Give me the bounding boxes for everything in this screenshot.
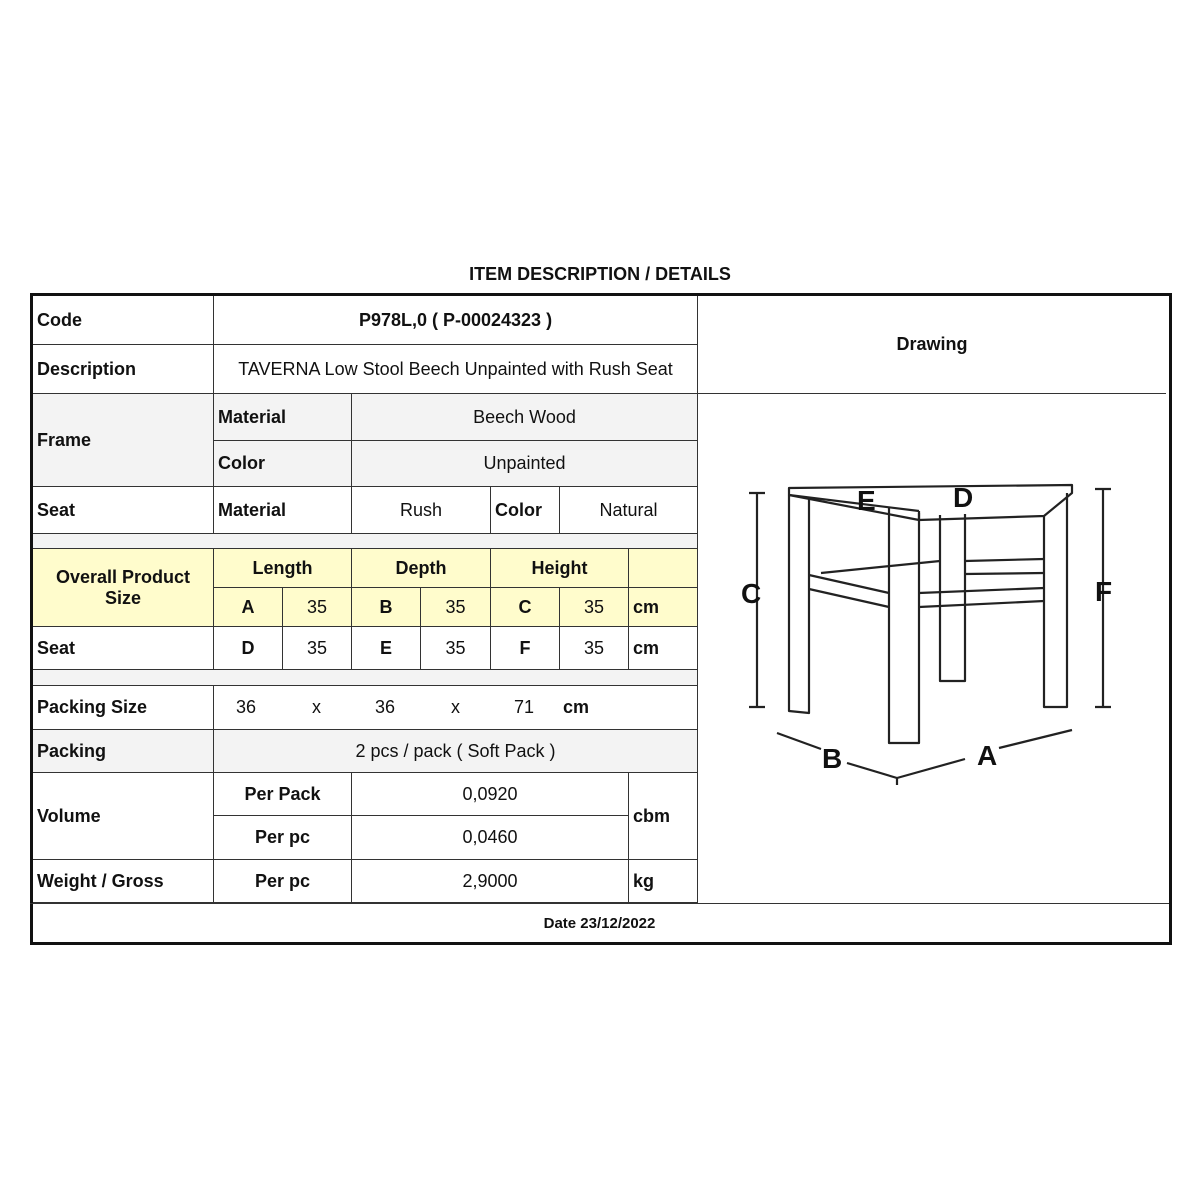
depth-label: Depth [352, 549, 491, 588]
spacer-row [33, 534, 698, 549]
label-b: B [822, 743, 843, 774]
dim-c-value: 35 [560, 588, 629, 627]
seat-top-outline [789, 485, 1072, 520]
packing-size-values [214, 686, 698, 730]
description-value: TAVERNA Low Stool Beech Unpainted with Rush Seat [214, 345, 698, 394]
label-d: D [953, 482, 974, 513]
leg-front-center [889, 507, 919, 743]
length-label: Length [214, 549, 352, 588]
frame-material-label: Material [214, 394, 352, 441]
overall-size-label: Overall Product Size [33, 549, 214, 627]
dim-d-value: 35 [283, 627, 352, 670]
weight-label: Weight / Gross [33, 860, 214, 903]
dim-e-key: E [352, 627, 421, 670]
dim-f-value: 35 [560, 627, 629, 670]
dim-a-value: 35 [283, 588, 352, 627]
dim-c-key: C [491, 588, 560, 627]
seat-color-value: Natural [560, 487, 698, 534]
label-e: E [857, 485, 876, 516]
dim-b-key: B [352, 588, 421, 627]
dim-e-value: 35 [421, 627, 491, 670]
label-c: C [741, 578, 762, 609]
seat-size-label: Seat [33, 627, 214, 670]
leg-front-left [789, 495, 809, 713]
height-label: Height [491, 549, 629, 588]
description-label: Description [33, 345, 214, 394]
base-dim-a-right [999, 730, 1072, 748]
unit-header-blank [629, 549, 698, 588]
volume-per-pack-value: 0,0920 [352, 773, 629, 816]
weight-value: 2,9000 [352, 860, 629, 903]
volume-per-pc-label: Per pc [214, 816, 352, 860]
drawing-area [697, 393, 1167, 903]
packing-unit: cm [563, 697, 590, 717]
weight-unit: kg [629, 860, 698, 903]
packing-label: Packing [33, 730, 214, 773]
leg-back-center [940, 514, 965, 681]
leg-right [1044, 493, 1067, 707]
packing-size-label: Packing Size [33, 686, 214, 730]
frame-color-value: Unpainted [352, 441, 698, 487]
stretcher-left [809, 575, 889, 607]
label-f: F [1095, 576, 1113, 607]
seat-color-label: Color [491, 487, 560, 534]
code-label: Code [33, 296, 214, 345]
volume-unit: cbm [629, 773, 698, 860]
dim-b-value: 35 [421, 588, 491, 627]
dim-d-key: D [214, 627, 283, 670]
stretcher-back [965, 559, 1044, 574]
stool-drawing [697, 393, 1167, 903]
packing-width: 36 [375, 697, 396, 717]
base-dim-b-left [777, 733, 821, 749]
seat-label: Seat [33, 487, 214, 534]
weight-per-pc-label: Per pc [214, 860, 352, 903]
packing-length: 36 [236, 697, 257, 717]
page-title: ITEM DESCRIPTION / DETAILS [469, 264, 731, 284]
seat-material-label: Material [214, 487, 352, 534]
dim-f-key: F [491, 627, 560, 670]
date-footer: Date 23/12/2022 [30, 903, 1169, 942]
label-a: A [977, 740, 998, 771]
packing-x2: x [451, 697, 460, 717]
packing-x1: x [312, 697, 321, 717]
packing-height: 71 [514, 697, 535, 717]
base-dim-b-a [847, 759, 965, 778]
volume-label: Volume [33, 773, 214, 860]
overall-unit: cm [629, 588, 698, 627]
drawing-divider [697, 393, 698, 903]
dim-a-key: A [214, 588, 283, 627]
frame-label: Frame [33, 394, 214, 487]
seat-material-value: Rush [352, 487, 491, 534]
frame-material-value: Beech Wood [352, 394, 698, 441]
drawing-header: Drawing [698, 296, 1166, 394]
volume-per-pc-value: 0,0460 [352, 816, 629, 860]
frame-color-label: Color [214, 441, 352, 487]
code-value: P978L,0 ( P-00024323 ) [214, 296, 698, 345]
packing-value: 2 pcs / pack ( Soft Pack ) [214, 730, 698, 773]
spacer-row-2 [33, 670, 698, 686]
seat-unit: cm [629, 627, 698, 670]
volume-per-pack-label: Per Pack [214, 773, 352, 816]
